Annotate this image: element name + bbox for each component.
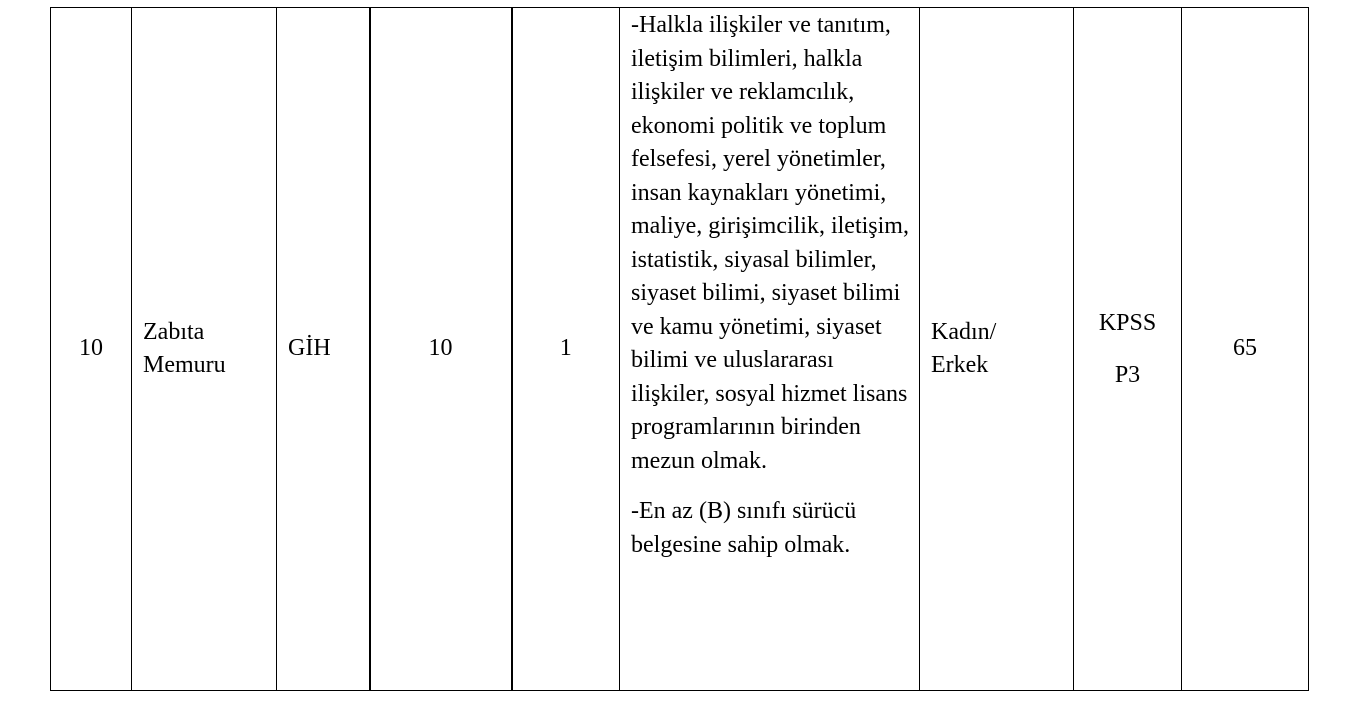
gender-line-1: Kadın/	[931, 318, 997, 345]
gender-cell	[920, 8, 1074, 691]
count-value: 1	[559, 335, 572, 362]
class-cell	[277, 8, 370, 691]
table-row	[51, 8, 1309, 691]
min-score-cell	[1182, 8, 1309, 691]
position-title-line-2: Memuru	[143, 352, 226, 378]
min-score-value: 65	[1233, 335, 1257, 362]
degree-value: 10	[428, 335, 453, 362]
position-title-line-1: Zabıta	[143, 318, 205, 345]
count-cell	[512, 8, 620, 691]
exam-score-type: P3	[1114, 362, 1141, 388]
degree-cell	[370, 8, 512, 691]
row-number-cell	[51, 8, 132, 691]
position-title-cell	[132, 8, 277, 691]
exam-cell	[1074, 8, 1182, 691]
row-number: 10	[79, 335, 103, 362]
job-posting-table	[50, 7, 1309, 691]
qualification-education: -Halkla ilişkiler ve tanıtım, iletişim bilimleri, halkla ilişkiler ve reklamcılık, ekonomi politik ve toplum felsefesi, yerel yönetimler, insan kaynakları yönetimi, maliye, girişimcilik, iletişim, istatistik, siyasal bilimler, siyaset bilimi, siyaset bilimi ve kamu yönetimi, siyaset bilimi ve uluslararası ilişkiler, sosyal hizmet lisans programlarının birinden mezun olmak.	[631, 12, 909, 474]
qualifications-cell	[620, 8, 920, 691]
qualification-license: -En az (B) sınıfı sürücü belgesine sahip olmak.	[631, 498, 857, 558]
exam-type: KPSS	[1098, 310, 1157, 336]
class-value: GİH	[288, 335, 331, 362]
gender-line-2: Erkek	[931, 352, 989, 378]
